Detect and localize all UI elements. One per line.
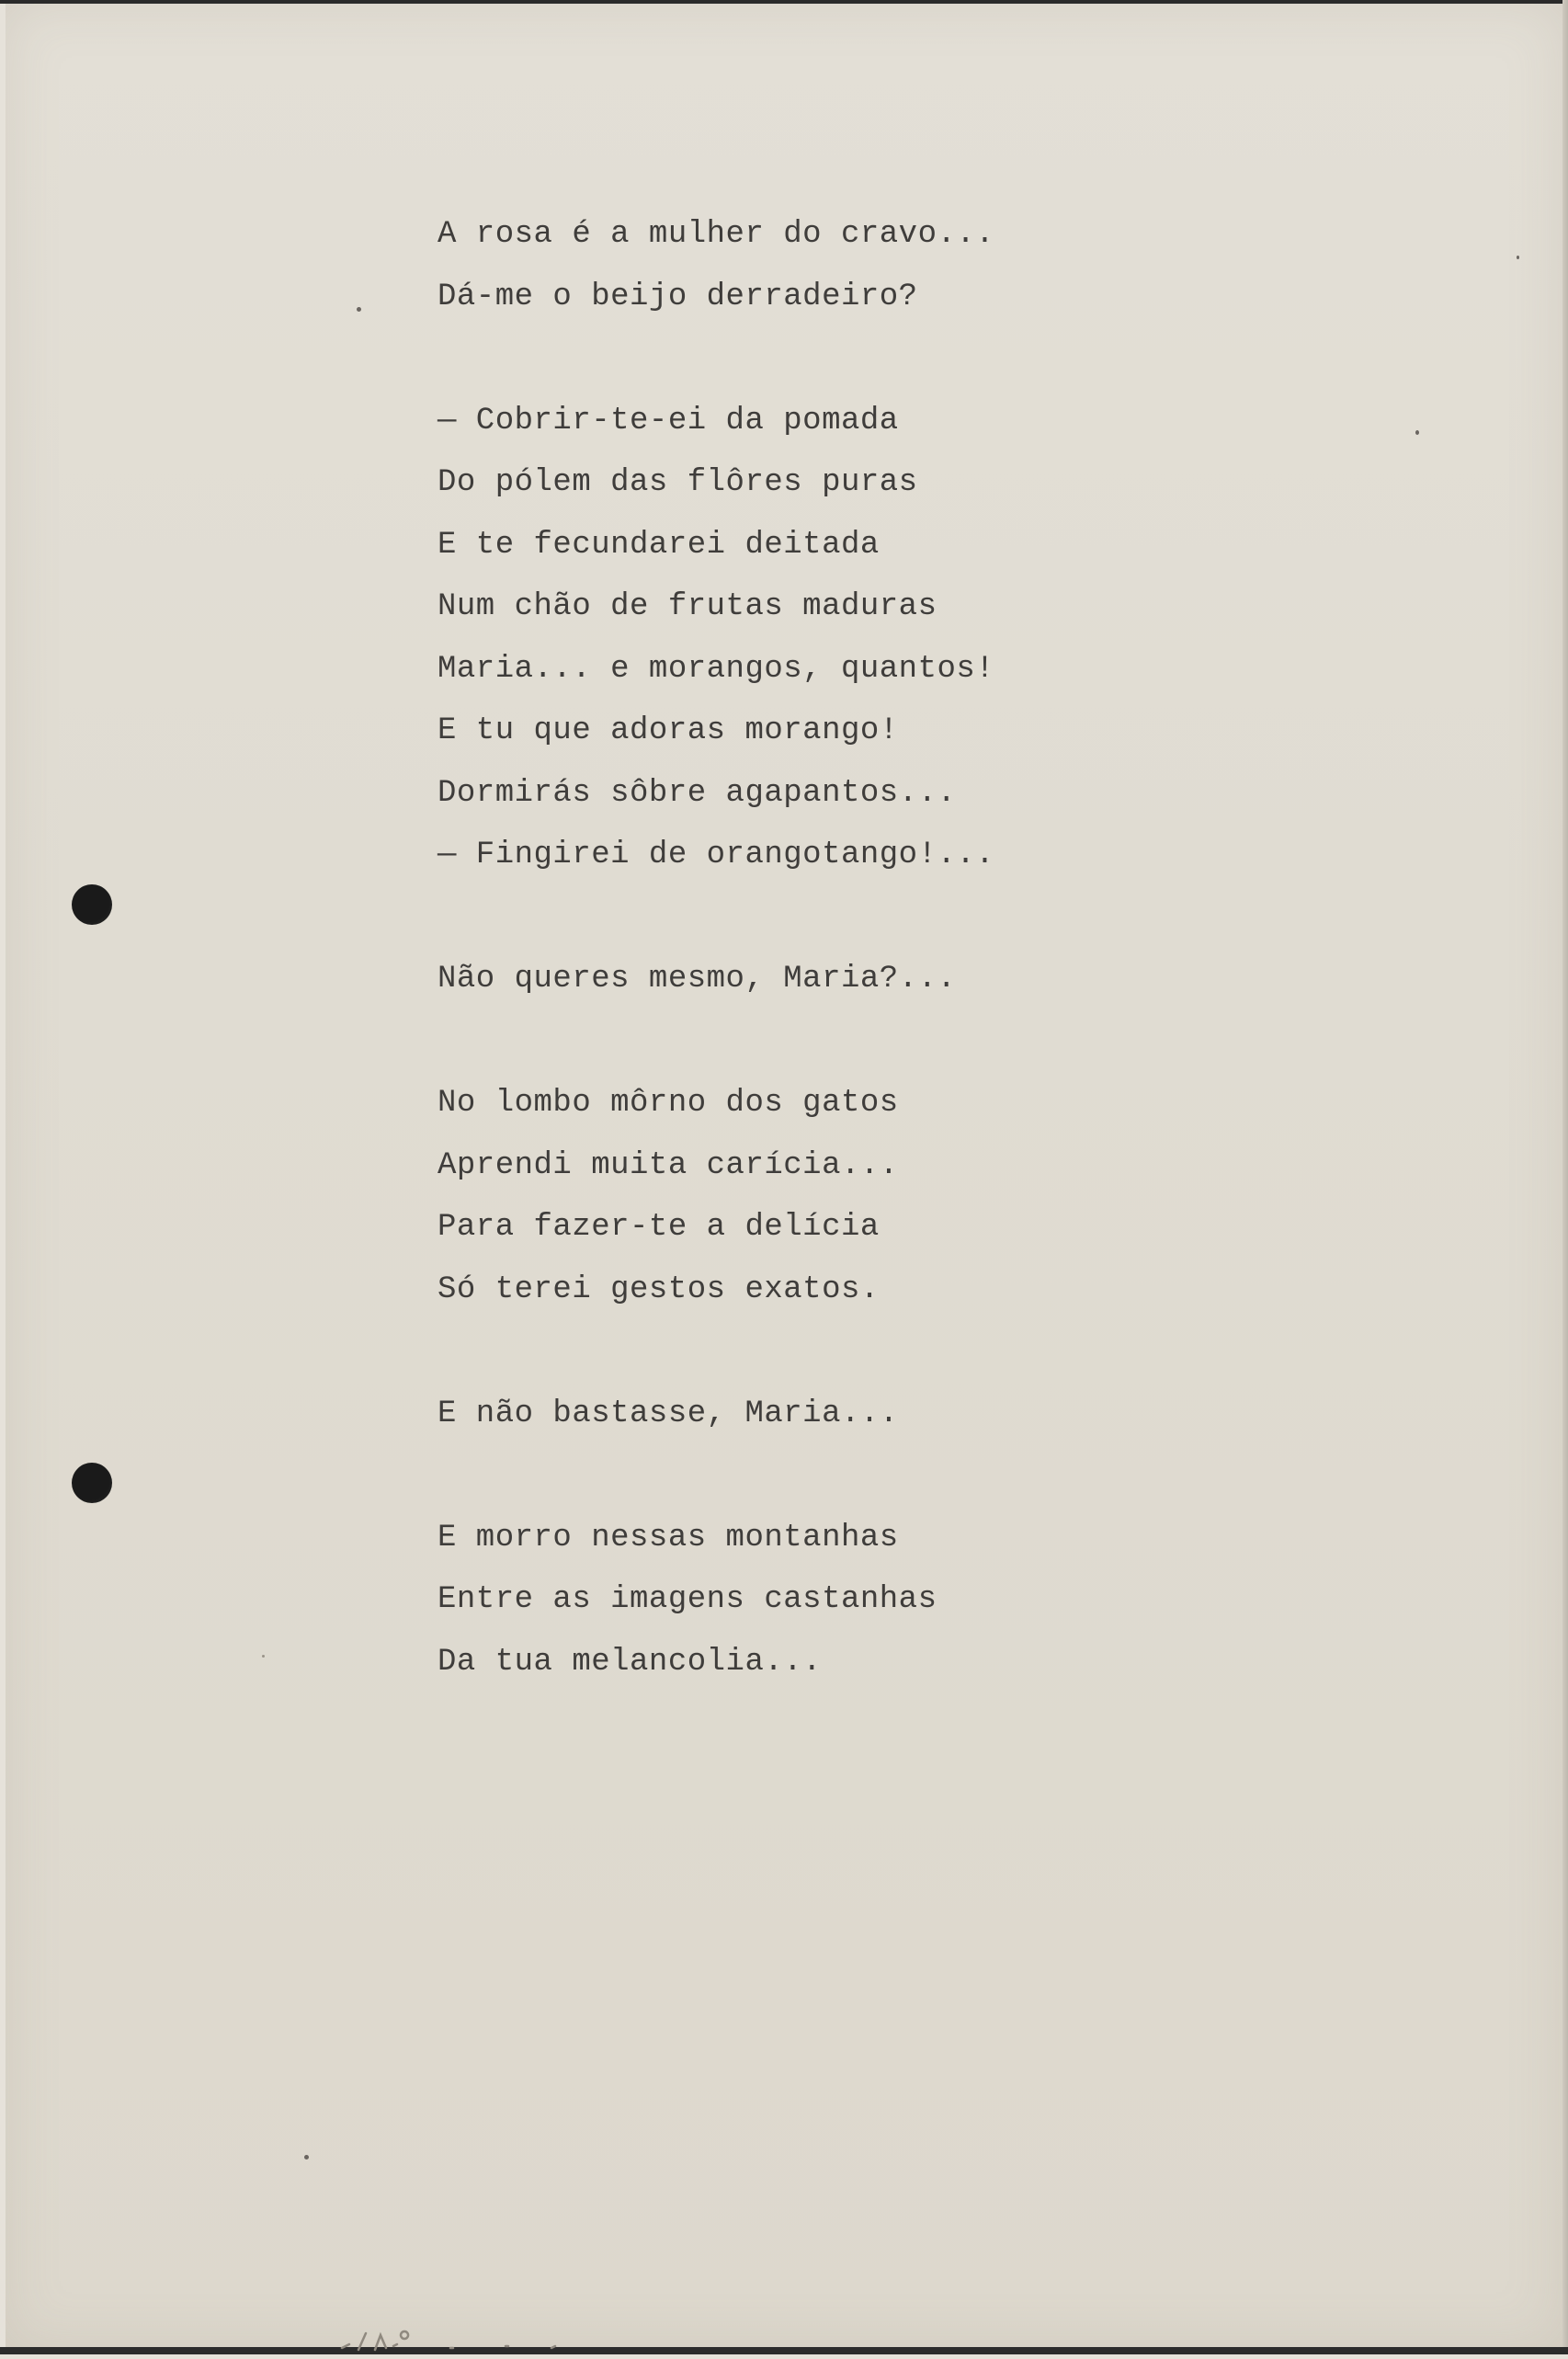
poem-text [437,204,1357,1693]
stanza-break [437,328,1357,391]
poem-line: Só terei gestos exatos. [437,1271,880,1307]
poem-line: Do pólem das flôres puras [437,465,918,500]
poem-line: Entre as imagens castanhas [437,1582,937,1617]
poem-line: Da tua melancolia... [437,1644,823,1680]
punch-hole-lower [72,1463,112,1503]
scan-bottom-edge [0,2347,1568,2354]
stanza-break [437,1445,1357,1508]
stanza-break [437,887,1357,950]
poem-line: Aprendi muita carícia... [437,1147,899,1183]
punch-hole-upper [72,884,112,925]
poem-line: Dormirás sôbre agapantos... [437,775,957,811]
paper-speck [1517,256,1519,259]
poem-line: No lombo môrno dos gatos [437,1086,899,1121]
paper-speck [262,1655,265,1658]
paper-speck [357,307,361,312]
scan-right-edge [1562,0,1568,2354]
poem-line: — Fingirei de orangotango!... [437,838,995,872]
stanza-break [437,1011,1357,1074]
paper-speck [1415,430,1419,435]
poem-line: E morro nessas montanhas [437,1520,899,1556]
paper-speck [304,2155,309,2160]
poem-line: Não queres mesmo, Maria?... [437,962,957,997]
poem-line: Para fazer-te a delícia [437,1210,880,1245]
poem-line: E tu que adoras morango! [437,713,899,748]
poem-line: Maria... e morangos, quantos! [437,651,995,687]
poem-line: Dá-me o beijo derradeiro? [437,279,918,314]
poem-line: — Cobrir-te-ei da pomada [437,403,899,439]
poem-line: A rosa é a mulher do cravo... [437,217,995,252]
poem-line: E não bastasse, Maria... [437,1396,899,1431]
poem-line: Num chão de frutas maduras [437,589,937,624]
stanza-break [437,1321,1357,1384]
poem-line: E te fecundarei deitada [437,527,880,563]
scan-top-edge [0,0,1568,4]
pencil-scribble-icon [340,2326,597,2353]
